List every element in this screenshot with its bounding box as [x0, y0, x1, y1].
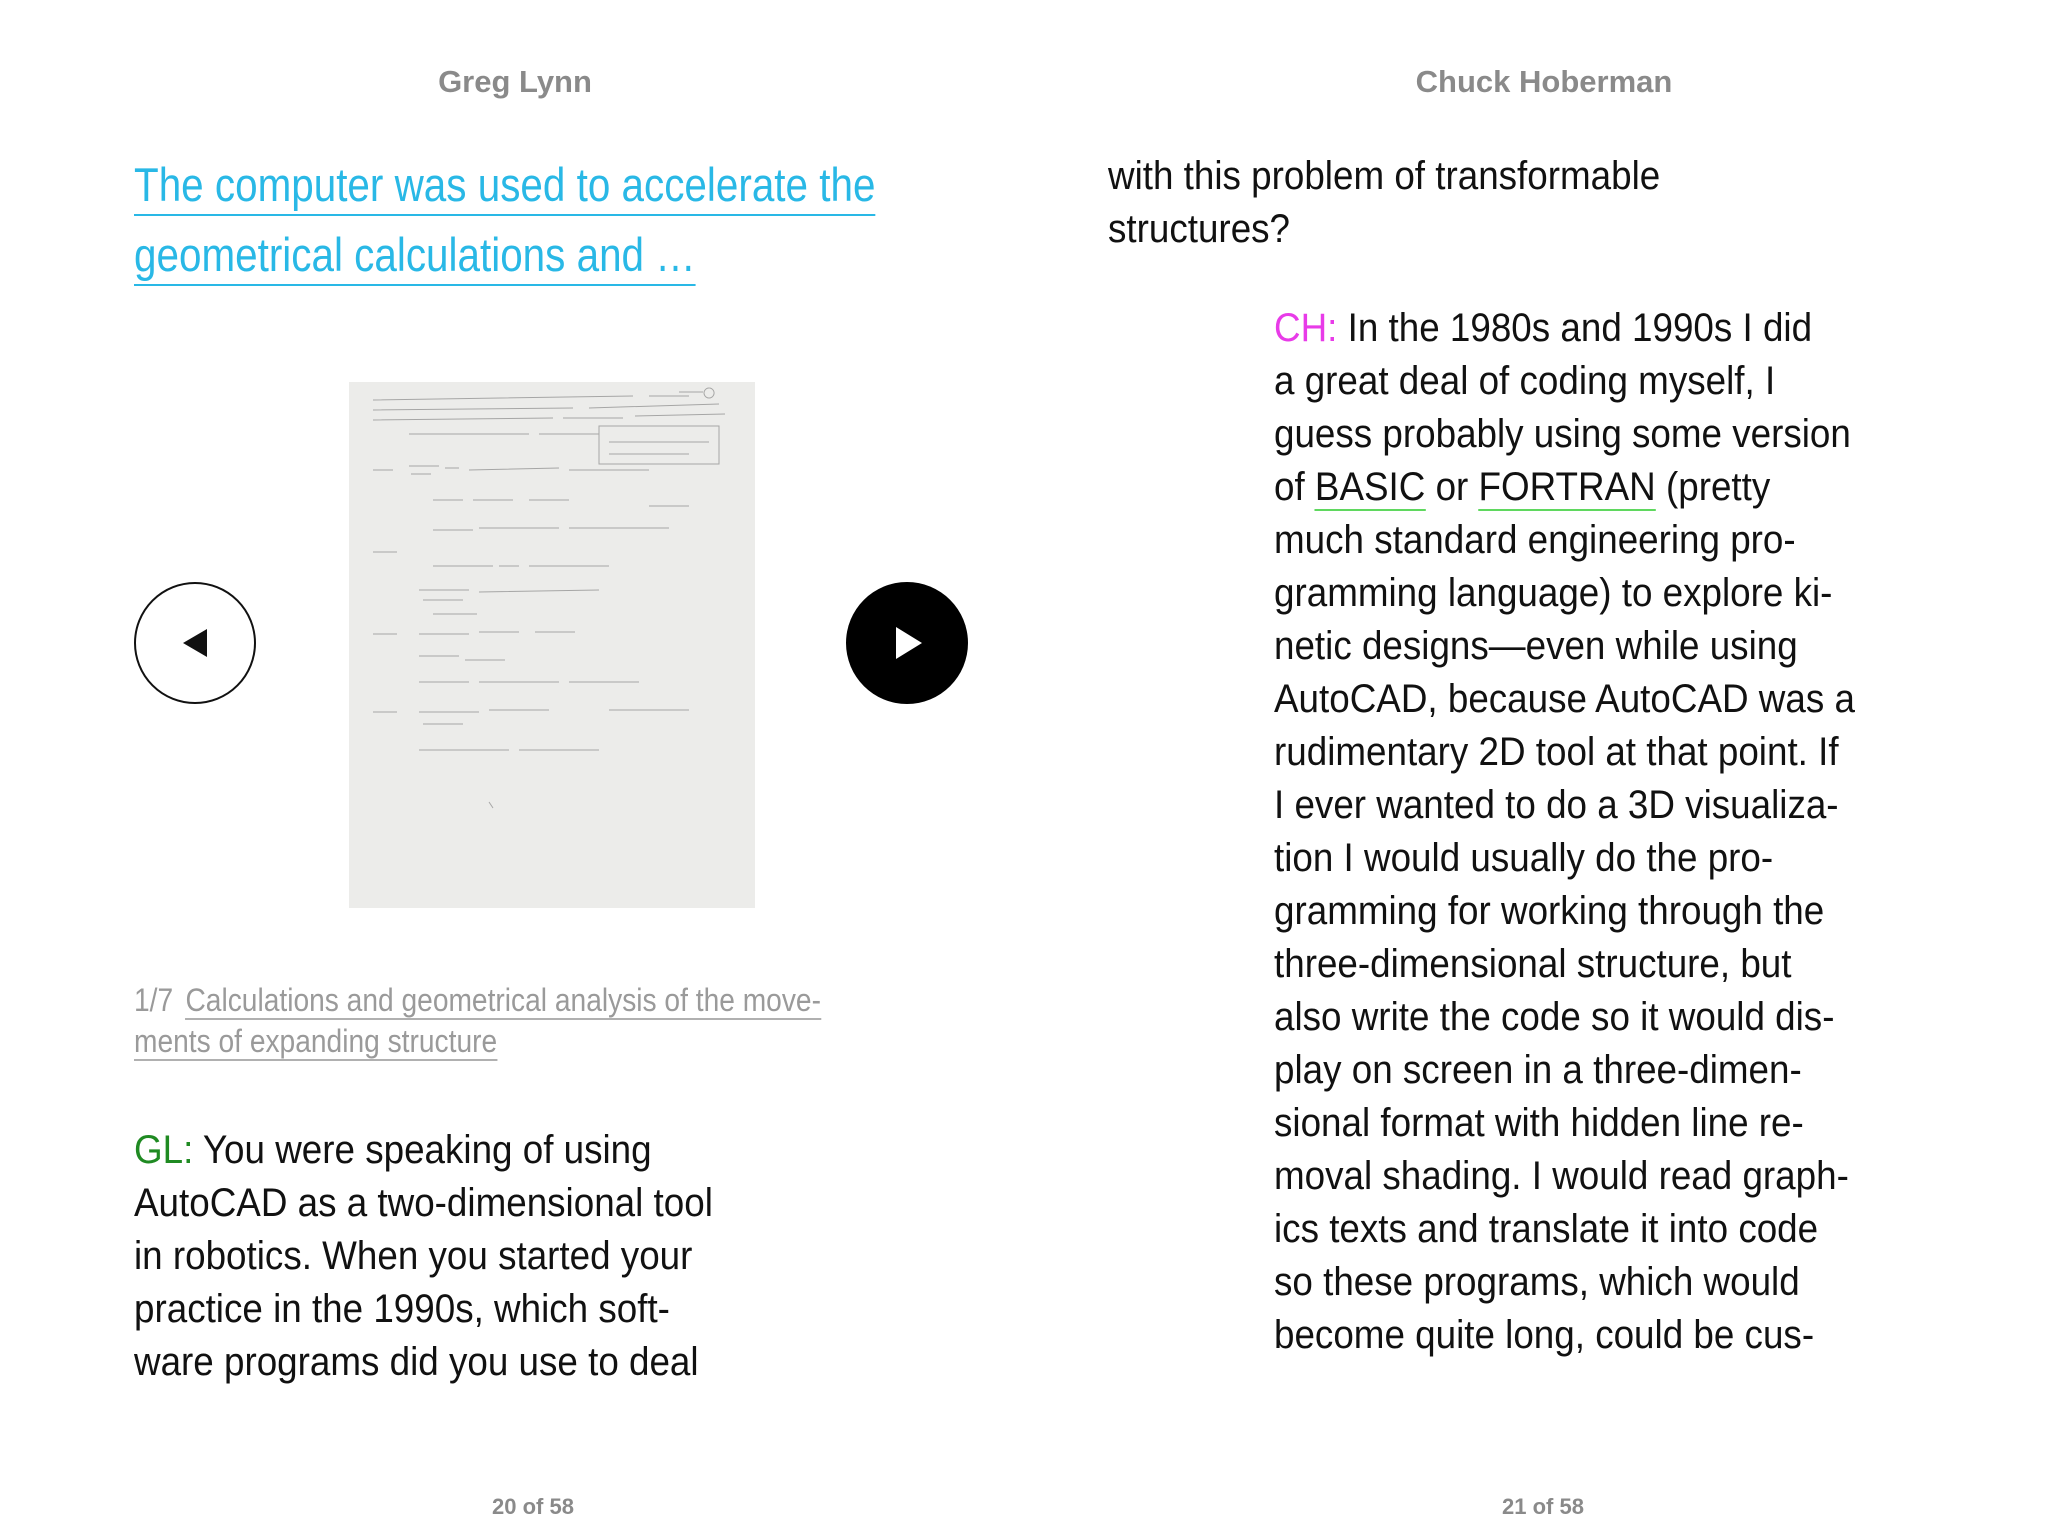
handwritten-calculations-image: [349, 382, 755, 908]
answer-line-4-post: (pretty: [1655, 465, 1771, 509]
answer-line: [1274, 302, 1855, 355]
pull-title-line-2[interactable]: geometrical calculations and …: [134, 226, 696, 286]
previous-image-button[interactable]: [134, 582, 256, 704]
fortran-link[interactable]: FORTRAN: [1478, 465, 1656, 509]
triangle-left-icon: [178, 626, 212, 660]
question-line-3: in robotics. When you started your: [134, 1234, 693, 1278]
question-continuation: [1108, 150, 1660, 256]
next-image-button[interactable]: [846, 582, 968, 704]
answer-line-6: gramming language) to explore ki-: [1274, 571, 1833, 615]
right-page: [1024, 0, 2048, 1536]
answer-line-4: [1274, 461, 1855, 514]
caption-number: 1/7: [134, 982, 174, 1018]
answer-paragraph: [1274, 302, 1855, 1362]
running-head-right: Chuck Hoberman: [1415, 64, 1673, 99]
speaker-label-ch: CH:: [1274, 306, 1338, 350]
answer-line-2: a great deal of coding myself, I: [1274, 359, 1776, 403]
caption-row-2: [134, 1021, 856, 1062]
answer-line-4-pre: of: [1274, 465, 1315, 509]
answer-line-4-mid: or: [1425, 465, 1479, 509]
pull-title-line-1[interactable]: The computer was used to accelerate the: [134, 156, 875, 216]
answer-line-11: tion I would usually do the pro-: [1274, 836, 1774, 880]
answer-line-5: much standard engineering pro-: [1274, 518, 1796, 562]
answer-line-12: gramming for working through the: [1274, 889, 1825, 933]
running-head-left: Greg Lynn: [438, 64, 592, 99]
play-icon: [887, 623, 927, 663]
answer-line-15: play on screen in a three-dimen-: [1274, 1048, 1802, 1092]
caption-link-line-2[interactable]: ments of expanding structure: [134, 1023, 498, 1059]
basic-link[interactable]: BASIC: [1314, 465, 1426, 509]
answer-line-9: rudimentary 2D tool at that point. If: [1274, 730, 1839, 774]
page-number-right: 21 of 58: [1502, 1494, 1584, 1519]
page-number-left: 20 of 58: [492, 1494, 574, 1519]
continuation-line-2: structures?: [1108, 207, 1291, 251]
answer-line-14: also write the code so it would dis-: [1274, 995, 1835, 1039]
pull-quote-title-link[interactable]: [134, 152, 876, 292]
speaker-label-gl: GL:: [134, 1128, 194, 1172]
answer-line-3: guess probably using some version: [1274, 412, 1851, 456]
answer-line-16: sional format with hidden line re-: [1274, 1101, 1804, 1145]
caption-link-line-1[interactable]: Calculations and geometrical analysis of the move-: [185, 982, 821, 1018]
answer-line-8: AutoCAD, because AutoCAD was a: [1274, 677, 1855, 721]
answer-line-20: become quite long, could be cus-: [1274, 1313, 1815, 1357]
figure-calculation-sheet[interactable]: [349, 382, 755, 908]
continuation-line-1: with this problem of transformable: [1108, 154, 1661, 198]
question-line-5: ware programs did you use to deal: [134, 1340, 699, 1384]
answer-line-13: three-dimensional structure, but: [1274, 942, 1792, 986]
answer-line-1: In the 1980s and 1990s I did: [1347, 306, 1813, 350]
answer-line-18: ics texts and translate it into code: [1274, 1207, 1819, 1251]
figure-caption: [134, 980, 856, 1062]
question-line-2: AutoCAD as a two-dimensional tool: [134, 1181, 713, 1225]
question-line-4: practice in the 1990s, which soft-: [134, 1287, 670, 1331]
question-line: [134, 1124, 713, 1177]
question-line-1: You were speaking of using: [202, 1128, 652, 1172]
question-paragraph: [134, 1124, 713, 1389]
answer-line-17: moval shading. I would read graph-: [1274, 1154, 1849, 1198]
answer-line-19: so these programs, which would: [1274, 1260, 1800, 1304]
caption-row-1: [134, 980, 856, 1021]
answer-line-10: I ever wanted to do a 3D visualiza-: [1274, 783, 1839, 827]
answer-line-7: netic designs—even while using: [1274, 624, 1798, 668]
